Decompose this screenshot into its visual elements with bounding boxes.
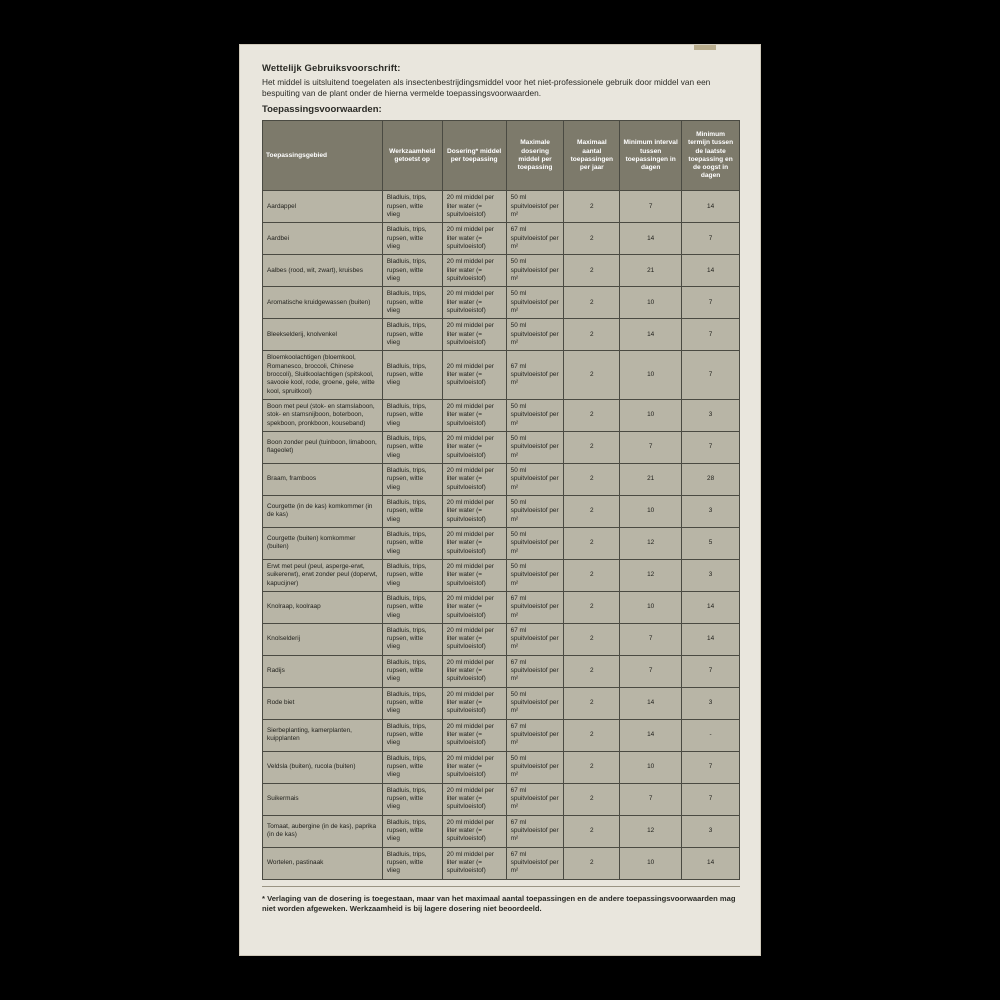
cell-dose: 20 ml middel per liter water (= spuitvloeistof): [442, 687, 506, 719]
cell-max-applications: 2: [564, 687, 620, 719]
column-header-min-term: Minimum termijn tussen de laatste toepassing en de oogst in dagen: [682, 121, 740, 191]
cell-area: Boon met peul (stok- en stamslaboon, stok- en stamsnijboon, boterboon, spekboon, pronkboon, kouseband): [263, 399, 383, 431]
table-row: [263, 527, 740, 559]
cell-dose: 20 ml middel per liter water (= spuitvloeistof): [442, 783, 506, 815]
table-row: [263, 687, 740, 719]
table-row: [263, 463, 740, 495]
cell-area: Wortelen, pastinaak: [263, 847, 383, 879]
cell-min-term: 7: [682, 319, 740, 351]
cell-min-term: 3: [682, 815, 740, 847]
cell-max-dose: 50 ml spuitvloeistof per m²: [506, 527, 564, 559]
footnote-text: * Verlaging van de dosering is toegestaan, maar van het maximaal aantal toepassingen en de andere toepassingsvoorwaarden mag niet worden afgeweken. Werkzaamheid is bij lagere dosering niet beoordeeld.: [262, 893, 736, 914]
cell-max-applications: 2: [564, 815, 620, 847]
cell-efficacy: Bladluis, trips, rupsen, witte vlieg: [382, 847, 442, 879]
cell-max-dose: 50 ml spuitvloeistof per m²: [506, 463, 564, 495]
cell-min-interval: 10: [620, 847, 682, 879]
cell-min-interval: 21: [620, 463, 682, 495]
cell-area: Aardappel: [263, 191, 383, 223]
page-title: Wettelijk Gebruiksvoorschrift:: [262, 63, 401, 74]
column-header-max-dose: Maximale dosering middel per toepassing: [506, 121, 564, 191]
cell-min-term: 7: [682, 431, 740, 463]
cell-dose: 20 ml middel per liter water (= spuitvloeistof): [442, 351, 506, 400]
cell-min-term: 14: [682, 591, 740, 623]
cell-min-interval: 21: [620, 255, 682, 287]
cell-dose: 20 ml middel per liter water (= spuitvloeistof): [442, 287, 506, 319]
cell-area: Bleekselderij, knolvenkel: [263, 319, 383, 351]
cell-min-interval: 14: [620, 223, 682, 255]
cell-min-term: 3: [682, 495, 740, 527]
label-page: [240, 45, 760, 955]
cell-max-applications: 2: [564, 495, 620, 527]
column-header-min-interval: Minimum interval tussen toepassingen in dagen: [620, 121, 682, 191]
column-header-dose: Dosering* middel per toepassing: [442, 121, 506, 191]
cell-min-term: 7: [682, 751, 740, 783]
cell-efficacy: Bladluis, trips, rupsen, witte vlieg: [382, 399, 442, 431]
cell-max-applications: 2: [564, 559, 620, 591]
table-row: [263, 847, 740, 879]
cell-dose: 20 ml middel per liter water (= spuitvloeistof): [442, 431, 506, 463]
cell-area: Suikermais: [263, 783, 383, 815]
table-row: [263, 719, 740, 751]
cell-efficacy: Bladluis, trips, rupsen, witte vlieg: [382, 783, 442, 815]
cell-area: Radijs: [263, 655, 383, 687]
cell-max-applications: 2: [564, 655, 620, 687]
cell-max-dose: 50 ml spuitvloeistof per m²: [506, 399, 564, 431]
table-row: [263, 559, 740, 591]
cell-area: Tomaat, aubergine (in de kas), paprika (in de kas): [263, 815, 383, 847]
cell-efficacy: Bladluis, trips, rupsen, witte vlieg: [382, 623, 442, 655]
cell-min-term: 7: [682, 783, 740, 815]
cell-dose: 20 ml middel per liter water (= spuitvloeistof): [442, 815, 506, 847]
cell-area: Courgette (in de kas) komkommer (in de kas): [263, 495, 383, 527]
cell-min-interval: 10: [620, 351, 682, 400]
cell-max-dose: 67 ml spuitvloeistof per m²: [506, 783, 564, 815]
cell-min-interval: 12: [620, 527, 682, 559]
cell-area: Boon zonder peul (tuinboon, limaboon, flageolet): [263, 431, 383, 463]
label-content: [240, 45, 760, 955]
cell-efficacy: Bladluis, trips, rupsen, witte vlieg: [382, 687, 442, 719]
cell-min-term: 7: [682, 655, 740, 687]
cell-max-dose: 67 ml spuitvloeistof per m²: [506, 655, 564, 687]
table-row: [263, 815, 740, 847]
cell-min-term: 14: [682, 255, 740, 287]
cell-area: Knolselderij: [263, 623, 383, 655]
cell-min-interval: 7: [620, 191, 682, 223]
cell-area: Bloemkoolachtigen (bloemkool, Romanesco, broccoli, Chinese broccoli), Sluitkoolachtigen (spitskool, savooie kool, rode, groene, gele, witte kool, spruitkool): [263, 351, 383, 400]
cell-max-dose: 50 ml spuitvloeistof per m²: [506, 495, 564, 527]
cell-max-dose: 50 ml spuitvloeistof per m²: [506, 191, 564, 223]
cell-min-interval: 7: [620, 623, 682, 655]
cell-area: Braam, framboos: [263, 463, 383, 495]
table-row: [263, 655, 740, 687]
cell-area: Aalbes (rood, wit, zwart), kruisbes: [263, 255, 383, 287]
cell-min-interval: 10: [620, 495, 682, 527]
cell-max-dose: 50 ml spuitvloeistof per m²: [506, 751, 564, 783]
cell-max-dose: 50 ml spuitvloeistof per m²: [506, 559, 564, 591]
table-row: [263, 591, 740, 623]
cell-max-applications: 2: [564, 463, 620, 495]
table-row: [263, 623, 740, 655]
table-row: [263, 319, 740, 351]
cell-dose: 20 ml middel per liter water (= spuitvloeistof): [442, 319, 506, 351]
cell-min-interval: 10: [620, 287, 682, 319]
cell-efficacy: Bladluis, trips, rupsen, witte vlieg: [382, 591, 442, 623]
cell-max-applications: 2: [564, 191, 620, 223]
column-header-area: Toepassingsgebied: [263, 121, 383, 191]
cell-min-term: 3: [682, 559, 740, 591]
cell-efficacy: Bladluis, trips, rupsen, witte vlieg: [382, 559, 442, 591]
cell-efficacy: Bladluis, trips, rupsen, witte vlieg: [382, 815, 442, 847]
cell-min-term: 7: [682, 287, 740, 319]
cell-dose: 20 ml middel per liter water (= spuitvloeistof): [442, 591, 506, 623]
cell-dose: 20 ml middel per liter water (= spuitvloeistof): [442, 191, 506, 223]
cell-efficacy: Bladluis, trips, rupsen, witte vlieg: [382, 655, 442, 687]
table-header: [263, 121, 740, 191]
cell-max-dose: 67 ml spuitvloeistof per m²: [506, 223, 564, 255]
cell-efficacy: Bladluis, trips, rupsen, witte vlieg: [382, 191, 442, 223]
cell-min-interval: 14: [620, 319, 682, 351]
cell-area: Aardbei: [263, 223, 383, 255]
cell-max-applications: 2: [564, 847, 620, 879]
footnote-divider: [262, 886, 740, 887]
cell-max-applications: 2: [564, 399, 620, 431]
cell-efficacy: Bladluis, trips, rupsen, witte vlieg: [382, 319, 442, 351]
cell-min-interval: 7: [620, 655, 682, 687]
cell-dose: 20 ml middel per liter water (= spuitvloeistof): [442, 399, 506, 431]
cell-efficacy: Bladluis, trips, rupsen, witte vlieg: [382, 431, 442, 463]
cell-area: Erwt met peul (peul, asperge-erwt, suikererwt), erwt zonder peul (doperwt, kapucijner): [263, 559, 383, 591]
cell-min-interval: 10: [620, 751, 682, 783]
section-subtitle: Toepassingsvoorwaarden:: [262, 104, 382, 116]
cell-max-dose: 67 ml spuitvloeistof per m²: [506, 591, 564, 623]
cell-min-interval: 7: [620, 783, 682, 815]
cell-max-applications: 2: [564, 623, 620, 655]
cell-dose: 20 ml middel per liter water (= spuitvloeistof): [442, 847, 506, 879]
table-row: [263, 751, 740, 783]
cell-max-applications: 2: [564, 783, 620, 815]
table-row: [263, 351, 740, 400]
cell-area: Rode biet: [263, 687, 383, 719]
cell-efficacy: Bladluis, trips, rupsen, witte vlieg: [382, 463, 442, 495]
cell-max-dose: 67 ml spuitvloeistof per m²: [506, 351, 564, 400]
cell-dose: 20 ml middel per liter water (= spuitvloeistof): [442, 559, 506, 591]
table-row: [263, 287, 740, 319]
cell-min-interval: 14: [620, 687, 682, 719]
cell-dose: 20 ml middel per liter water (= spuitvloeistof): [442, 463, 506, 495]
cell-min-term: 7: [682, 223, 740, 255]
table-row: [263, 783, 740, 815]
cell-max-applications: 2: [564, 287, 620, 319]
cell-max-dose: 50 ml spuitvloeistof per m²: [506, 687, 564, 719]
cell-max-dose: 50 ml spuitvloeistof per m²: [506, 287, 564, 319]
cell-max-applications: 2: [564, 431, 620, 463]
column-header-max-applications: Maximaal aantal toepassingen per jaar: [564, 121, 620, 191]
cell-dose: 20 ml middel per liter water (= spuitvloeistof): [442, 527, 506, 559]
cell-dose: 20 ml middel per liter water (= spuitvloeistof): [442, 495, 506, 527]
cell-max-applications: 2: [564, 719, 620, 751]
table-body: [263, 191, 740, 879]
cell-dose: 20 ml middel per liter water (= spuitvloeistof): [442, 255, 506, 287]
cell-efficacy: Bladluis, trips, rupsen, witte vlieg: [382, 223, 442, 255]
intro-paragraph: Het middel is uitsluitend toegelaten als insectenbestrijdingsmiddel voor het niet-professionele gebruik door middel van een bespuiting van de plant onder de hierna vermelde toepassingsvoorwaarden.: [262, 77, 711, 99]
table-header-row: [263, 121, 740, 191]
cell-max-applications: 2: [564, 255, 620, 287]
cell-dose: 20 ml middel per liter water (= spuitvloeistof): [442, 623, 506, 655]
cell-area: Veldsla (buiten), rucola (buiten): [263, 751, 383, 783]
cell-min-term: 7: [682, 351, 740, 400]
cell-max-dose: 50 ml spuitvloeistof per m²: [506, 319, 564, 351]
cell-efficacy: Bladluis, trips, rupsen, witte vlieg: [382, 719, 442, 751]
table-row: [263, 399, 740, 431]
cell-dose: 20 ml middel per liter water (= spuitvloeistof): [442, 751, 506, 783]
cell-dose: 20 ml middel per liter water (= spuitvloeistof): [442, 655, 506, 687]
cell-max-dose: 50 ml spuitvloeistof per m²: [506, 255, 564, 287]
cell-max-applications: 2: [564, 319, 620, 351]
cell-area: Aromatische kruidgewassen (buiten): [263, 287, 383, 319]
cell-max-dose: 50 ml spuitvloeistof per m²: [506, 431, 564, 463]
cell-min-term: 14: [682, 847, 740, 879]
cell-min-term: 5: [682, 527, 740, 559]
cell-min-interval: 12: [620, 559, 682, 591]
cell-min-term: 3: [682, 687, 740, 719]
cell-dose: 20 ml middel per liter water (= spuitvloeistof): [442, 223, 506, 255]
cell-max-applications: 2: [564, 591, 620, 623]
cell-efficacy: Bladluis, trips, rupsen, witte vlieg: [382, 351, 442, 400]
cell-max-applications: 2: [564, 751, 620, 783]
cell-min-interval: 10: [620, 399, 682, 431]
cell-min-term: -: [682, 719, 740, 751]
cell-area: Knolraap, koolraap: [263, 591, 383, 623]
cell-max-applications: 2: [564, 223, 620, 255]
cell-dose: 20 ml middel per liter water (= spuitvloeistof): [442, 719, 506, 751]
cell-max-dose: 67 ml spuitvloeistof per m²: [506, 623, 564, 655]
cell-efficacy: Bladluis, trips, rupsen, witte vlieg: [382, 751, 442, 783]
cell-efficacy: Bladluis, trips, rupsen, witte vlieg: [382, 527, 442, 559]
cell-min-interval: 14: [620, 719, 682, 751]
table-row: [263, 495, 740, 527]
cell-min-term: 28: [682, 463, 740, 495]
table-row: [263, 223, 740, 255]
cell-max-dose: 67 ml spuitvloeistof per m²: [506, 719, 564, 751]
cell-max-dose: 67 ml spuitvloeistof per m²: [506, 815, 564, 847]
cell-max-applications: 2: [564, 527, 620, 559]
cell-area: Sierbeplanting, kamerplanten, kuipplanten: [263, 719, 383, 751]
cell-min-term: 14: [682, 191, 740, 223]
cell-min-interval: 12: [620, 815, 682, 847]
column-header-efficacy: Werkzaamheid getoetst op: [382, 121, 442, 191]
cell-max-dose: 67 ml spuitvloeistof per m²: [506, 847, 564, 879]
cell-efficacy: Bladluis, trips, rupsen, witte vlieg: [382, 255, 442, 287]
cell-area: Courgette (buiten) komkommer (buiten): [263, 527, 383, 559]
cell-efficacy: Bladluis, trips, rupsen, witte vlieg: [382, 495, 442, 527]
table-row: [263, 191, 740, 223]
cell-efficacy: Bladluis, trips, rupsen, witte vlieg: [382, 287, 442, 319]
cell-min-term: 14: [682, 623, 740, 655]
cell-min-interval: 7: [620, 431, 682, 463]
cell-min-term: 3: [682, 399, 740, 431]
table-row: [263, 431, 740, 463]
cell-max-applications: 2: [564, 351, 620, 400]
usage-conditions-table: [262, 120, 740, 879]
table-row: [263, 255, 740, 287]
cell-min-interval: 10: [620, 591, 682, 623]
